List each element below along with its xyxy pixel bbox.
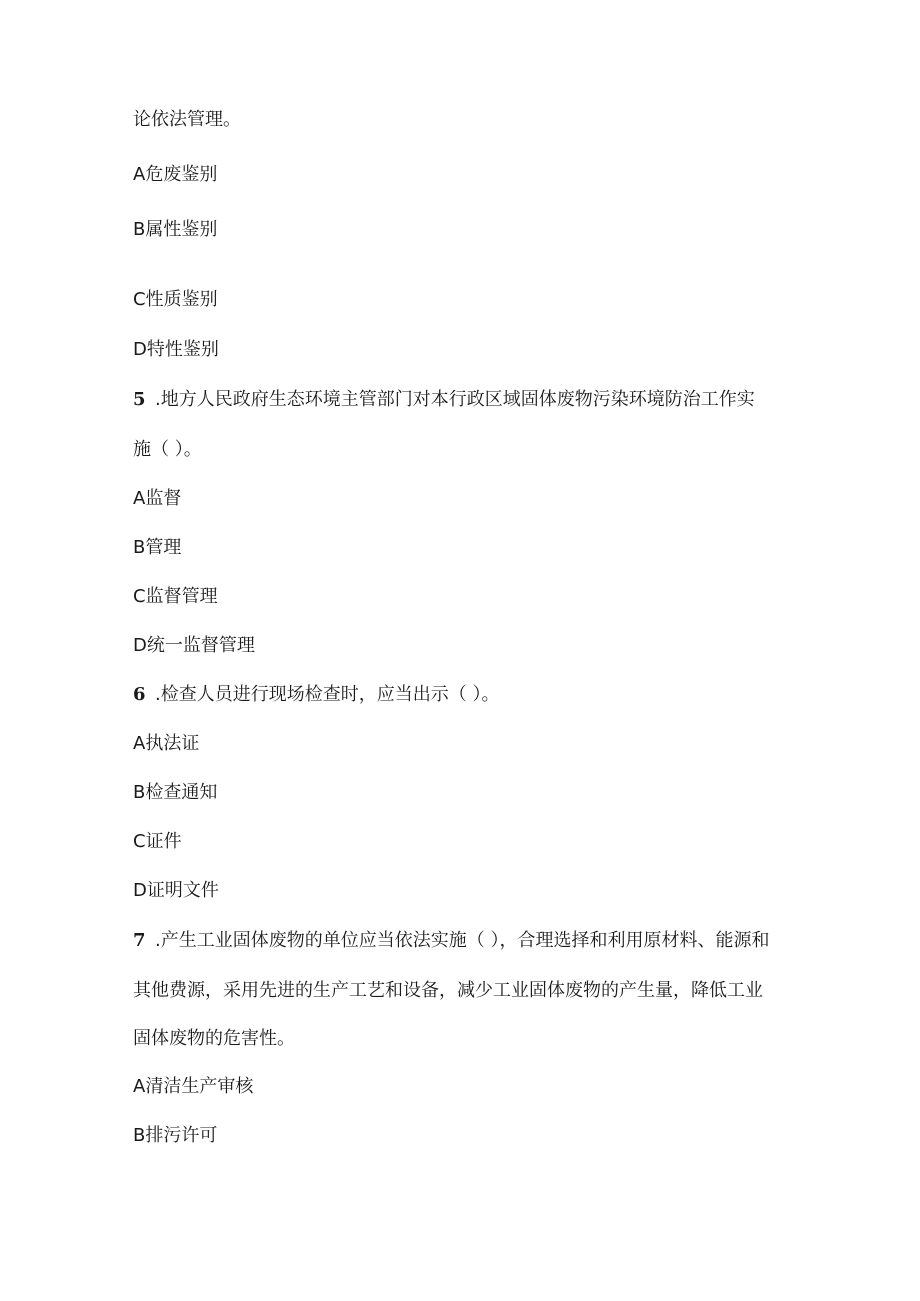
option-a: A危废鉴别 [133,164,218,185]
question-text: .产生工业固体废物的单位应当依法实施（ ），合理选择和利用原材料、能源和 [155,930,770,951]
option-c: C监督管理 [133,586,218,607]
option-a: A清洁生产审核 [133,1076,254,1097]
question-5-continued: 施（ ）。 [133,439,202,460]
option-c: C证件 [133,831,182,852]
question-number: 6 [133,684,146,705]
question-7-continued: 固体废物的危害性。 [133,1028,295,1049]
question-text: .检查人员进行现场检查时，应当出示（ ）。 [155,684,500,705]
option-b: B排污许可 [133,1125,218,1146]
option-c: C性质鉴别 [133,289,218,310]
carryover-text: 论依法管理。 [133,109,241,130]
option-d: D证明文件 [133,880,219,901]
question-text: .地方人民政府生态环境主管部门对本行政区域固体废物污染环境防治工作实 [155,389,755,410]
question-7-continued: 其他费源，采用先进的生产工艺和设备，减少工业固体废物的产生量，降低工业 [133,980,763,1001]
question-7 [133,929,769,953]
option-d: D统一监督管理 [133,635,255,656]
question-6 [133,683,499,707]
option-b: B属性鉴别 [133,219,218,240]
question-number: 5 [133,389,146,410]
question-number: 7 [133,930,146,951]
option-b: B管理 [133,537,182,558]
option-b: B检查通知 [133,782,218,803]
option-d: D特性鉴别 [133,339,219,360]
question-5 [133,388,755,412]
option-a: A监督 [133,488,182,509]
option-a: A执法证 [133,733,200,754]
